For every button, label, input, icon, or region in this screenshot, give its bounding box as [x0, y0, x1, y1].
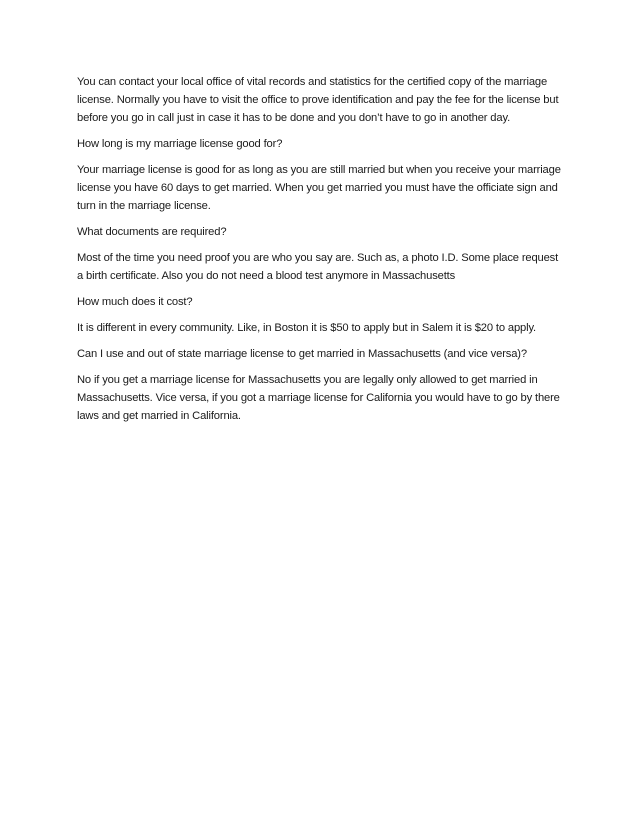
question-documents-required: What documents are required?	[77, 226, 227, 238]
answer-license-duration: Your marriage license is good for as long as you are still married but when you receive your marriage license you have 60 days to get married. When you get married you must have the officiate sign and turn in the marriage license.	[77, 164, 561, 212]
answer-documents-required: Most of the time you need proof you are who you say are. Such as, a photo I.D. Some place request a birth certificate. Also you do not need a blood test anymore in Massachusetts	[77, 252, 559, 282]
question-cost: How much does it cost?	[77, 296, 193, 308]
answer-out-of-state: No if you get a marriage license for Massachusetts you are legally only allowed to get married in Massachusetts. Vice versa, if you got a marriage license for California you would have to go by there laws and get married in California.	[77, 374, 560, 422]
question-license-duration: How long is my marriage license good for?	[77, 138, 283, 150]
paragraph-certified-copy: You can contact your local office of vital records and statistics for the certified copy of the marriage license. Normally you have to visit the office to prove identification and pay the fee for the license but before you go in call just in case it has to be done and you don’t have to go in another day.	[77, 76, 559, 124]
answer-cost: It is different in every community. Like, in Boston it is $50 to apply but in Salem it is $20 to apply.	[77, 322, 537, 334]
document-body	[77, 73, 561, 433]
question-out-of-state: Can I use and out of state marriage license to get married in Massachusetts (and vice versa)?	[77, 348, 527, 360]
